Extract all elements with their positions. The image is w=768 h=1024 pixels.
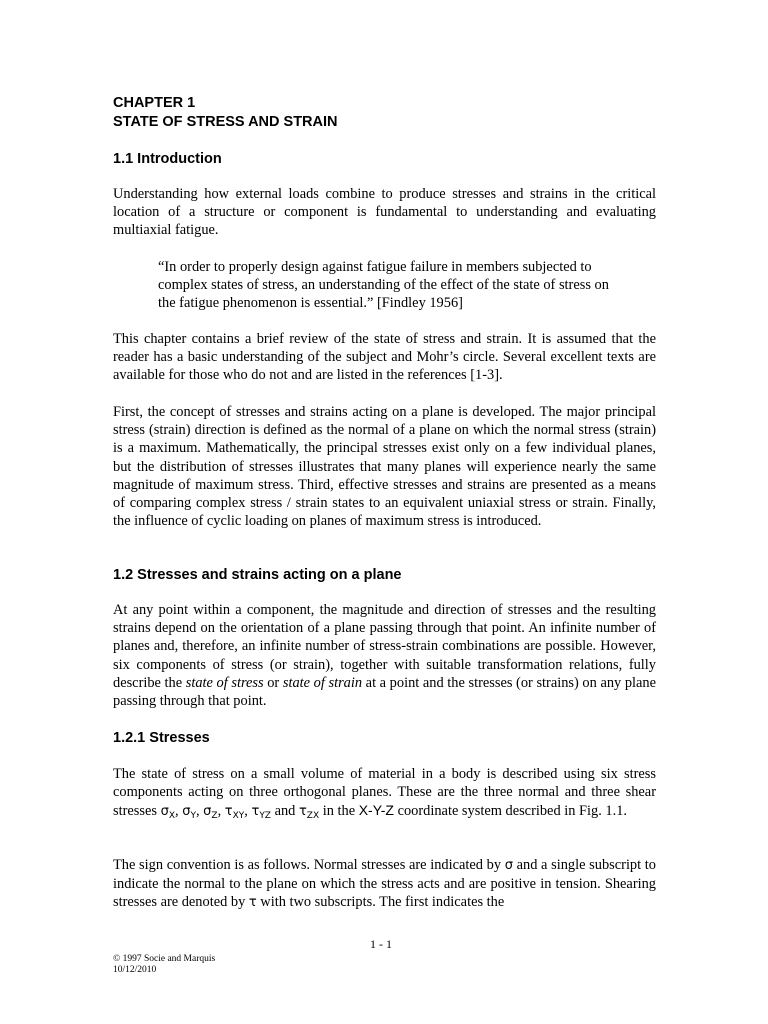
paragraph-concepts: First, the concept of stresses and strains acting on a plane is developed. The major principal stress (strain) direction is defined as the normal of a plane on which the normal stress (strain) is a maximum. Mathematically, the principal stresses exist only on a few individual planes, but the distribution of stresses illustrates that many planes will experience nearly the same magnitude of maximum stress. Third, effective stresses and strains are presented as a means of comparing complex stress / strain states to an equivalent uniaxial stress or strain. Finally, the influence of cyclic loading on planes of maximum stress is introduced.: [113, 404, 656, 530]
sign-text-a: The sign convention is as follows. Normal stresses are indicated by: [113, 857, 505, 873]
section-heading-introduction: 1.1 Introduction: [113, 151, 222, 167]
sign-text-b: and a single subscript to indicate the normal to the plane on which the stress acts and are positive in tension. Shearing stresses are denoted by: [113, 857, 656, 911]
paragraph-planes: [113, 601, 656, 710]
sigma-symbol: σ: [182, 804, 191, 820]
paragraph-review: This chapter contains a brief review of the state of stress and strain. It is assumed that the reader has a basic understanding of the subject and Mohr’s circle. Several excellent texts are available for those who do not and are listed in the references [1-3].: [113, 331, 656, 384]
comma: ,: [244, 803, 252, 820]
tau-symbol: τ: [224, 804, 233, 820]
subscript-yz: YZ: [259, 811, 271, 822]
planes-text-b: at a point and the stresses (or strains) on any plane passing through that point.: [113, 674, 656, 710]
section-heading-stresses: 1.2.1 Stresses: [113, 730, 210, 746]
state-of-stress-term: state of stress: [185, 674, 264, 691]
planes-text-or: or: [263, 674, 283, 691]
paragraph-stress-components: [113, 765, 656, 826]
comma: ,: [175, 803, 183, 820]
comma: ,: [195, 803, 204, 820]
section-heading-planes: 1.2 Stresses and strains acting on a plane: [113, 567, 402, 583]
footer-date: 10/12/2010: [113, 965, 157, 975]
in-text: in the: [319, 803, 359, 820]
paragraph-introduction: Understanding how external loads combine to produce stresses and strains in the critical location of a structure or component is fundamental to understanding and evaluating multiaxial fatigue.: [113, 186, 656, 239]
axes-label: X-Y-Z: [358, 802, 394, 819]
block-quote-findley: “In order to properly design against fatigue failure in members subjected to complex states of stress, an understanding of the effect of the state of stress on the fatigue phenomenon is essential.” [Findley 1956]: [158, 259, 609, 312]
subscript-x: X: [168, 811, 175, 822]
comma: ,: [217, 803, 225, 820]
chapter-title: STATE OF STRESS AND STRAIN: [113, 114, 338, 130]
planes-text-a: At any point within a component, the magnitude and direction of stresses and the resulting strains depend on the orientation of a plane passing through that point. An infinite number of planes and, therefore, an infinite number of stress-strain combinations are possible. However, six components of stress (or strain), together with suitable transformation relations, fully describe the: [113, 602, 656, 691]
subscript-z: Z: [211, 811, 218, 822]
chapter-number: CHAPTER 1: [113, 95, 196, 111]
tau-symbol: τ: [251, 804, 260, 820]
tau-symbol: τ: [248, 895, 257, 911]
and-text: and: [270, 803, 299, 820]
stress-text-a: The state of stress on a small volume of material in a body is described using six stress components acting on three orthogonal planes. These are the three normal and three shear stresses: [113, 766, 656, 820]
sign-text-c: with two subscripts. The first indicates the: [256, 894, 505, 911]
paragraph-sign-convention: [113, 856, 656, 913]
subscript-zx: ZX: [306, 811, 320, 822]
state-of-strain-term: state of strain: [282, 674, 363, 691]
page-number: 1 - 1: [370, 937, 392, 951]
subscript-xy: XY: [232, 811, 245, 822]
subscript-y: Y: [190, 811, 196, 822]
tau-symbol: τ: [298, 804, 307, 820]
copyright-notice: © 1997 Socie and Marquis: [113, 954, 216, 964]
sigma-symbol: σ: [504, 858, 513, 873]
stress-text-b: coordinate system described in Fig. 1.1.: [394, 803, 628, 820]
sigma-symbol: σ: [203, 804, 212, 820]
sigma-symbol: σ: [160, 804, 169, 820]
